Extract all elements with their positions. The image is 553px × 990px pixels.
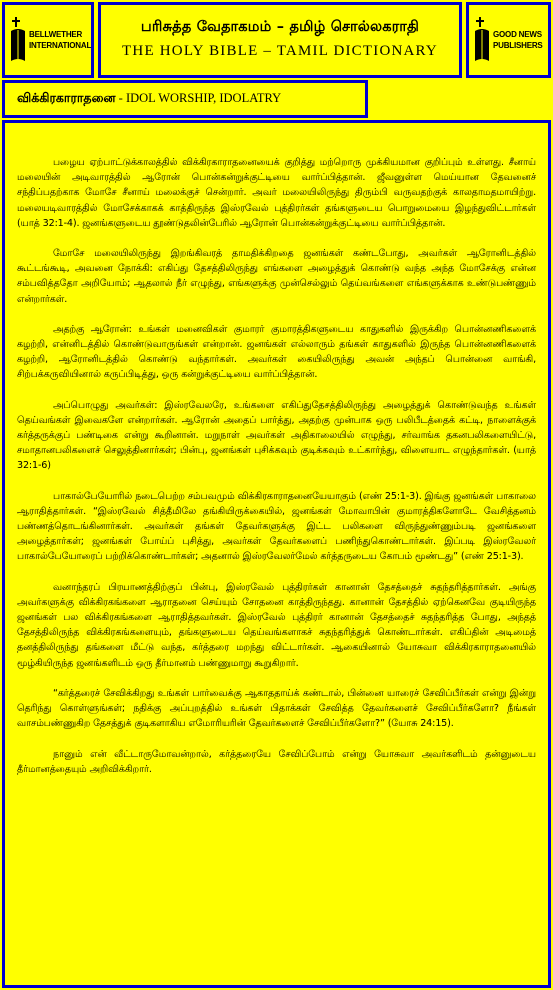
paragraph: “கர்த்தரைச் சேவிக்கிறது உங்கள் பார்வைக்கு ஆகாததாய்க் கண்டால், பின்னை யாரைச் சேவிப்பீர்கள் என்று இன்று தெரிந்து கொள்ளுங்கள்; நதிக்கு அப்புறத்தில் உங்கள் பிதாக்கள் சேவித்த தேவர்களைச் சேவிப்பீர்களோ? நீங்கள் வாசம்பண்ணுகிற தேசத்துக் குடிகளாகிய எமோரியரின் தேவர்களைச் சேவிப்பீர்களோ?” (யோசு 24:15). <box>17 687 536 730</box>
logo-line-1: BELLWETHER <box>29 30 83 39</box>
dictionary-header <box>98 2 462 78</box>
paragraph: நானும் என் வீட்டாருமோவன்றால், கர்த்தரையே சேவிப்போம் என்று யோசுவா அவர்களிடம் தன்னுடைய தீர்மானத்தையும் அறிவிக்கிறார். <box>17 748 536 775</box>
bellwether-logo <box>2 2 94 78</box>
good-news-logo <box>466 2 551 78</box>
paragraph: அப்பொழுது அவர்கள்: இஸ்ரவேலரே, உங்களை எகிப்துதேசத்திலிருந்து அழைத்துக் கொண்டுவந்த உங்கள் தெய்வங்கள் இவைகளே என்றார்கள். ஆரோன் அதைப் பார்த்து, அதற்கு முன்பாக ஒரு பலிபீடத்தைக் கட்டி, நாளைக்குக் கர்த்தருக்குப் பண்டிகை என்று கூறினான். மறுநாள் அவர்கள் அதிகாலையில் எழுந்து, சர்வாங்க தகனபலிகளையிட்டு, சமாதானபலிகளைச் செலுத்தினார்கள்; பின்பு, ஜனங்கள் புசிக்கவும் குடிக்கவும் உட்கார்ந்து, விளையாட எழுந்தார்கள். (யாத் 32:1-6) <box>17 399 536 472</box>
logo-line-2: INTERNATIONAL <box>29 41 92 50</box>
topic-english: - IDOL WORSHIP, IDOLATRY <box>115 91 282 105</box>
paragraph: மோசே மலையிலிருந்து இறங்கிவரத் தாமதிக்கிறதை ஜனங்கள் கண்டபோது, அவர்கள் ஆரோனிடத்தில் கூட்டங்கூடி, அவனை நோக்கி: எகிப்து தேசத்திலிருந்து எங்களை அழைத்துக் கொண்டு வந்த அந்த மோசேக்கு என்ன சம்பவித்ததோ அறியோம்; ஆதலால் நீர் எழுந்து, எங்களுக்கு முன்செல்லும் தெய்வங்களை எங்களுக்காக உண்டுபண்ணும் என்றார்கள். <box>17 248 536 305</box>
book-icon <box>9 17 27 63</box>
article-body <box>2 120 551 988</box>
logo-line-2: PUBLISHERS <box>493 41 543 50</box>
title-tamil: பரிசுத்த வேதாகமம் – தமிழ் சொல்லகராதி <box>140 19 420 35</box>
book-icon <box>473 17 491 63</box>
title-english: THE HOLY BIBLE – TAMIL DICTIONARY <box>122 43 438 59</box>
topic-tamil: விக்கிரகாராதனை <box>17 90 116 105</box>
paragraph: பாகால்பேயோரில் நடைபெற்ற சம்பவமும் விக்கிரகாராதனையேயாகும் (எண் 25:1-3). இங்கு ஜனங்கள் பாகாலை ஆராதித்தார்கள். “இஸ்ரவேல் சித்தீமிலே தங்கியிருக்கையில், ஜனங்கள் மோவாபின் குமாரத்திகளோடே வேசித்தனம் பண்ணத்தொடங்கினார்கள். அவர்கள் தங்கள் தேவர்களுக்கு இட்ட பலிகளை விருந்துண்ணும்படி ஜனங்களை அழைத்தார்கள்; ஜனங்கள் போய்ப் புசித்து, அவர்கள் தேவர்களைப் பணிந்துகொண்டார்கள். இப்படி இஸ்ரவேலர் பாகால்பேயோரைப் பற்றிக்கொண்டார்கள்; அதனால் இஸ்ரவேலர்மேல் கர்த்தருடைய கோபம் மூண்டது” (எண் 25:1-3). <box>17 490 536 563</box>
paragraph: அதற்கு ஆரோன்: உங்கள் மனைவிகள் குமாரர் குமாரத்திகளுடைய காதுகளில் இருக்கிற பொன்னணிகளைக் கழற்றி, என்னிடத்தில் கொண்டுவாருங்கள் என்றான். ஜனங்கள் எல்லாரும் தங்கள் காதுகளில் இருந்த பொன்னணிகளைக் கழற்றி, ஆரோனிடத்தில் கொண்டு வந்தார்கள். அவர்கள் கையிலிருந்து அவன் அந்தப் பொன்னை வாங்கி, சிற்பக்கருவியினால் கருப்பிடித்து, ஒரு கன்றுக்குட்டியை வார்ப்பித்தான். <box>17 323 536 381</box>
paragraph: பழைய ஏற்பாட்டுக்காலத்தில் விக்கிரகாராதனையைக் குறித்து மற்றொரு முக்கியமான குறிப்பும் உள்ளது. சீனாய் மலையின் அடிவாரத்தில் ஆரோன் பொன்கன்றுக்குட்டியை வார்ப்பித்தான். ஜீவனுள்ள மெய்யான தேவனைச் சந்திப்பதற்காக மோசே சீனாய் மலைக்குச் சென்றார். அவர் மலையிலிருந்து திரும்பி வருவதற்குக் காலதாமதமாயிற்று. மலையடிவாரத்தில் மோசேக்காகக் காத்திருந்த இஸ்ரவேல் புத்திரர்கள் தங்களுடைய பொறுமையை இழந்துவிட்டார்கள் (யாத் 32:1-4). ஜனங்களுடைய தூண்டுதலின்பேரில் ஆரோன் பொன்கன்றுக்குட்டியை வார்ப்பித்தான். <box>17 157 536 229</box>
topic-heading <box>2 80 368 118</box>
paragraph: வனாந்தரப் பிரயாணத்திற்குப் பின்பு, இஸ்ரவேல் புத்திரர்கள் கானான் தேசத்தைச் சுதந்தரித்தார்கள். அங்கு அவர்களுக்கு விக்கிரகங்களை ஆராதனை செய்யும் சோதனை காத்திருந்தது. கானான் தேசத்தில் ஏற்கெனவே குடியிருந்த ஜனங்கள் பல விக்கிரகங்களை ஆராதித்தவர்கள். இஸ்ரவேல் புத்திரர் கானான் தேசத்தைச் சுதந்தரித்த போது, அந்தத் தேசத்திலிருந்த விக்கிரகங்களையும், தங்களுடைய தெய்வங்களாகச் சுதந்தரித்துக் கொண்டார்கள். எகிப்தின் அடிமைத் தனத்திலிருந்து தங்களை மீட்டு வந்த, கர்த்தரை மறந்து விட்டார்கள். ஆகையினால் யோசுவா விக்கிரகாராதனையில் மூழ்கியிருந்த ஜனங்களிடம் ஒரு தீர்மானம் பண்ணுமாறு கூறுகிறார். <box>17 581 536 669</box>
logo-line-1: GOOD NEWS <box>493 30 542 39</box>
